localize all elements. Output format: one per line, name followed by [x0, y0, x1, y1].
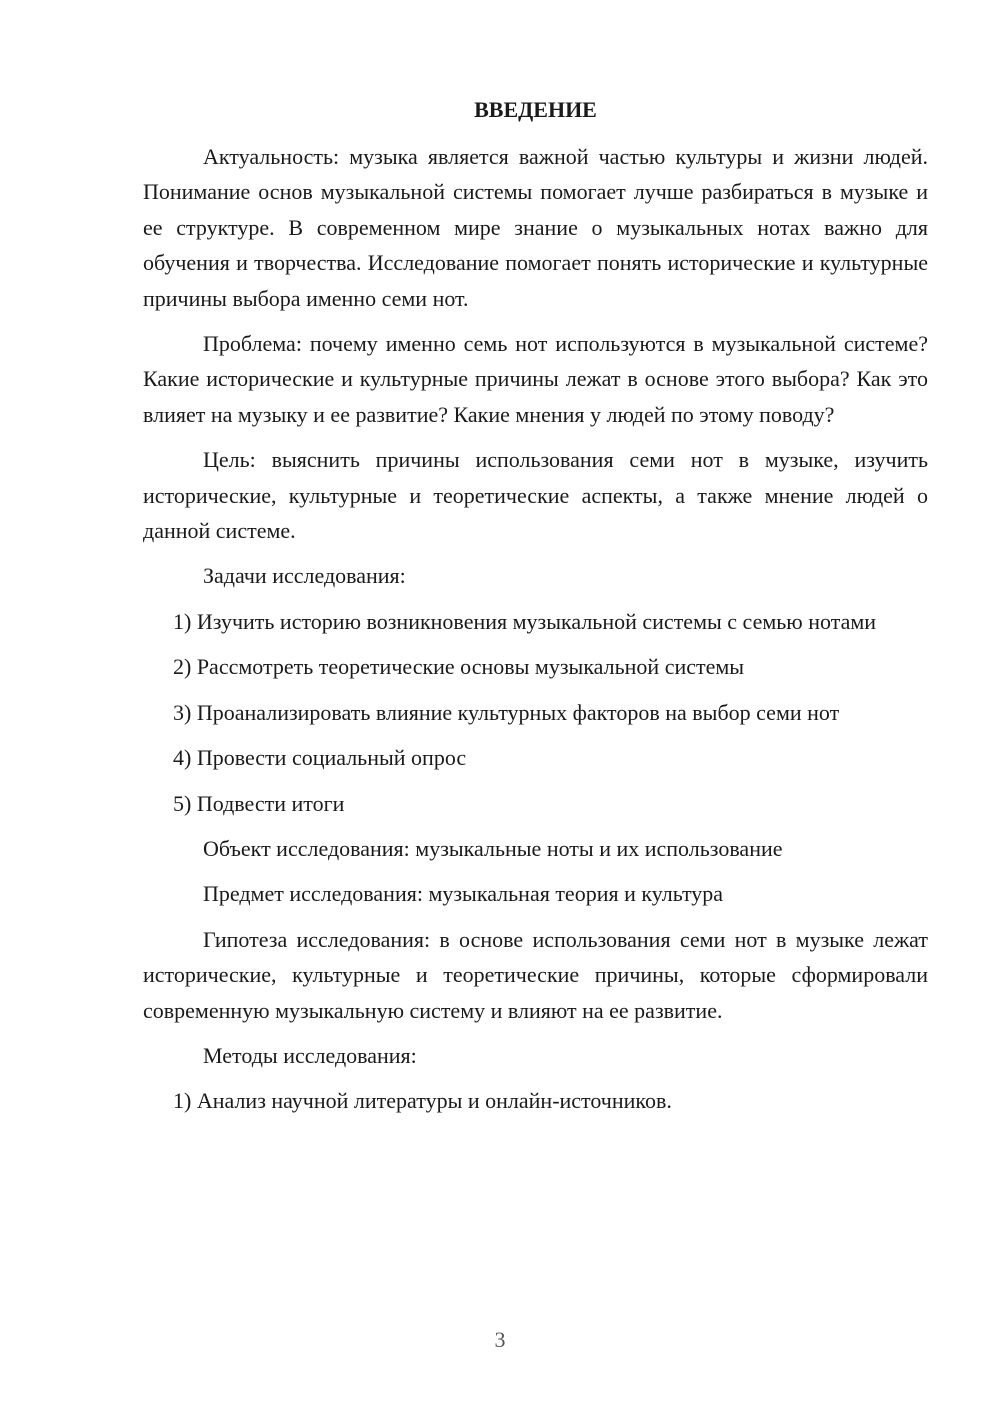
page-content	[143, 92, 928, 1129]
task-item: 1) Изучить историю возникновения музыкальной системы с семью нотами	[173, 608, 877, 634]
task-item: 2) Рассмотреть теоретические основы музыкальной системы	[173, 654, 745, 680]
page-number: 3	[494, 1327, 506, 1352]
subject-line: Предмет исследования: музыкальная теория и культура	[203, 881, 724, 907]
method-item: 1) Анализ научной литературы и онлайн-источников.	[173, 1088, 672, 1114]
relevance-paragraph: Актуальность: музыка является важной частью культуры и жизни людей. Понимание основ музыкальной системы помогает лучше разбираться в музыке и ее структуре. В современном мире знание о музыкальных нотах важно для обучения и творчества. Исследование помогает понять исторические и культурные причины выбора именно семи нот.	[143, 144, 928, 311]
task-item: 3) Проанализировать влияние культурных факторов на выбор семи нот	[173, 699, 840, 725]
problem-paragraph: Проблема: почему именно семь нот используются в музыкальной системе? Какие исторические и культурные причины лежат в основе этого выбора? Как это влияет на музыку и ее развитие? Какие мнения у людей по этому поводу?	[143, 331, 928, 427]
object-line: Объект исследования: музыкальные ноты и их использование	[203, 835, 783, 861]
goal-paragraph: Цель: выяснить причины использования семи нот в музыке, изучить исторические, культурные и теоретические аспекты, а также мнение людей о данной системе.	[143, 447, 928, 544]
task-item: 5) Подвести итоги	[173, 790, 345, 816]
hypothesis-paragraph: Гипотеза исследования: в основе использования семи нот в музыке лежат исторические, культурные и теоретические причины, которые сформировали современную музыкальную систему и влияют на ее развитие.	[143, 926, 928, 1023]
methods-heading: Методы исследования:	[203, 1042, 417, 1068]
tasks-heading: Задачи исследования:	[203, 563, 406, 589]
page-title: ВВЕДЕНИЕ	[474, 97, 597, 122]
task-item: 4) Провести социальный опрос	[173, 745, 467, 771]
